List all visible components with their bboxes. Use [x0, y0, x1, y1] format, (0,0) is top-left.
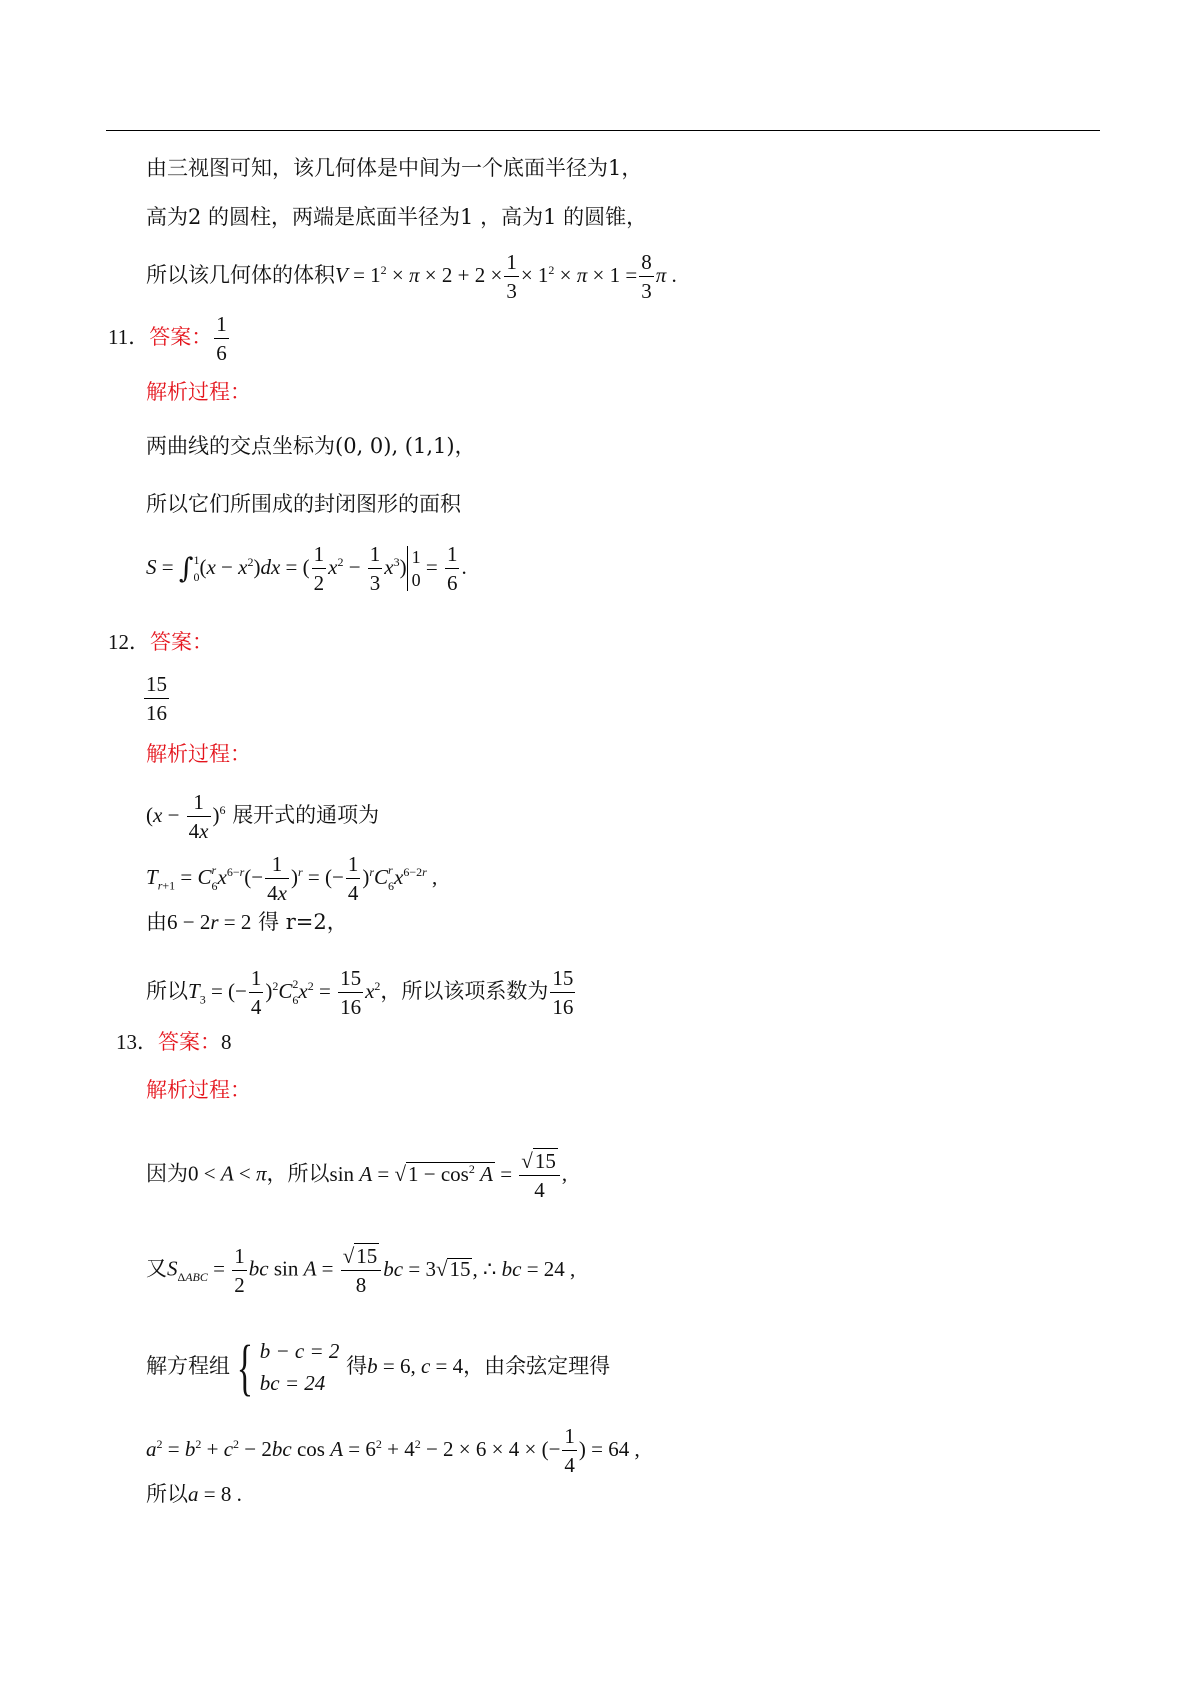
solution-label: 解析过程：: [146, 742, 251, 766]
integral-formula: S = ∫1 $0(x - x^2)dx$ = ( $\frac{1}{2}$ $x^2$ − $\frac{1}{3}$ $x^3$) 1 0 = $\frac{1}{6}$ .: [146, 542, 467, 596]
text-line: 所以a = 8 .: [146, 1482, 242, 1506]
question-12-answer: 12．答案：: [108, 630, 213, 654]
question-13-answer: 13．答案：8: [116, 1030, 232, 1054]
header-rule: [106, 130, 1100, 131]
answer-fraction: $\frac{15}{16}$: [146, 672, 167, 726]
text-line: 所以它们所围成的封闭图形的面积: [146, 492, 461, 516]
solution-label: 解析过程：: [146, 380, 251, 404]
cosine-rule-line: $a^2 = b^2 + c^2 - 2bc$ $\cos A = 6^2 + 4^2 - 2 \times 6 \times 4$ × (− $\frac{1}{4}$ ) = 64 ,: [146, 1424, 640, 1478]
sine-line: 因为0 < A < π，所以$\sin A = √1 - \cos^2 A$ = $\frac{√15}{4}$ ,: [146, 1149, 568, 1203]
text-line: 两曲线的交点坐标为(0, 0), (1,1)，: [146, 434, 476, 458]
area-line: 又$S_{\Delta ABC}$ = $\frac{1}{2}$ bc sin A = $\frac{√15}{8}$ bc = 3√15, ∴ bc = 24 ,: [146, 1243, 576, 1298]
system-line: 解方程组 { b − c = 2 bc = 24 得b = 6, c = 4，由余弦定理得: [146, 1333, 611, 1402]
coefficient-line: 所以$T_3$ = (− $\frac{1}{4}$ )$^2$C2 $6x^2$ = $\frac{15}{16}$ $x^2$，所以该项系数为 $\frac{15}{16}$: [146, 966, 574, 1020]
text-line: 由6 − 2r = 2 得 r=2，: [146, 910, 348, 934]
general-term-formula: $T_{r+1} = Cr$ $6x^{6-r}(-$ $\frac{1}{4x}$ )$^r$ = (− $\frac{1}{4}$ )$^r$Cr $6x^{6-2r}$ ,: [146, 852, 438, 906]
text-line: 高为2 的圆柱，两端是底面半径为1 ，高为1 的圆锥，: [146, 205, 648, 229]
volume-line: 所以该几何体的体积$V = 1^2 \times \pi \times 2 + 2$ × $\frac{1}{3}$ × $1^2 \times \pi \times 1$ = $\frac{8}{3}$ π .: [146, 250, 677, 304]
question-11-answer: 11．答案： $\frac{1}{6}$: [108, 312, 227, 366]
text-line: 由三视图可知，该几何体是中间为一个底面半径为1，: [146, 156, 643, 180]
solution-label: 解析过程：: [146, 1078, 251, 1102]
binomial-line: (x − $\frac{1}{4x}$ )$^6$ 展开式的通项为: [146, 790, 380, 844]
